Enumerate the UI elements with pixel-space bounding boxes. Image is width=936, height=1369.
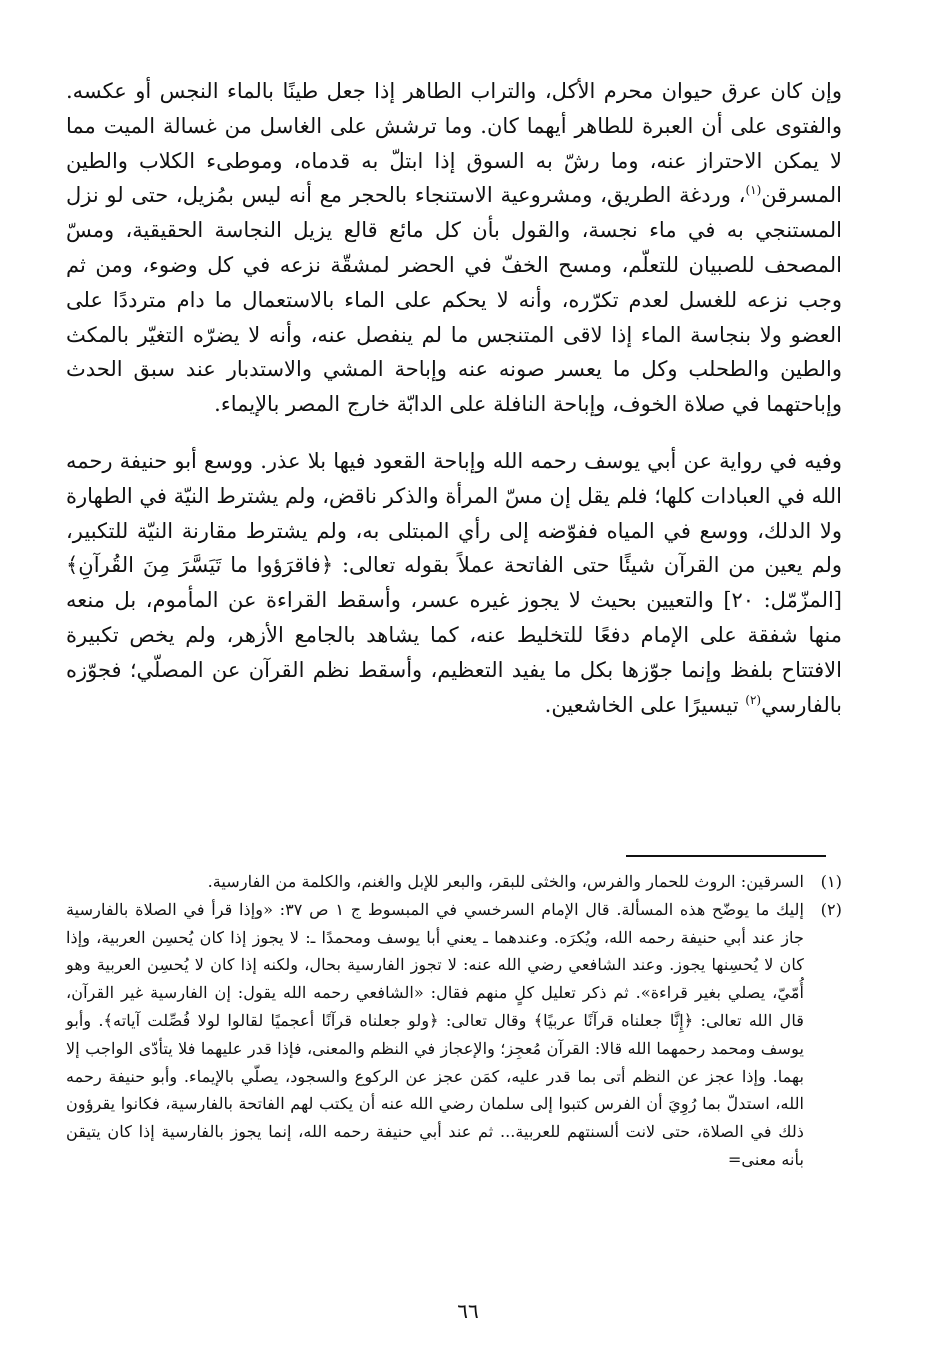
paragraph-1-text: وإن كان عرق حيوان محرم الأكل، والتراب الطاهر إذا جعل طينًا بالماء النجس أو عكسه. والفتوى على أن العبرة للطاهر أيهما كان. وما ترشش على الغاسل من غسالة الميت مما لا يمكن الاحتراز عنه، وما رشّ به السوق إذا ابتلّ به قدماه، وموطىء الكلاب والطين المسرقن (66, 79, 842, 208)
paragraph-1 (66, 74, 842, 422)
paragraph-1-continuation: ، وردغة الطريق، ومشروعية الاستنجاء بالحجر مع أنه ليس بمُزيل، حتى لو نزل المستنجي به في ماء نجسة، والقول بأن كل مائع قالع يزيل النجاسة الحقيقية، ومسّ المصحف للصبيان للتعلّم، ومسح الخفّ في الحضر لمشقّة نزعه في كل وضوء، ومن ثم وجب نزعه للغسل لعدم تكرّره، وأنه لا يحكم على الماء بالاستعمال ما دام مترددًا على العضو ولا بنجاسة الماء إذا لاقى المتنجس ما لم ينفصل عنه، وأنه لا يضرّه التغيّر بالمكث والطين والطحلب وكل ما يعسر صونه عنه وإباحة المشي والاستدبار عند سبق الحدث وإباحتهما في صلاة الخوف، وإباحة النافلة على الدابّة خارج المصر بالإيماء. (66, 183, 842, 417)
footnote-2-text: إليك ما يوضّح هذه المسألة. قال الإمام السرخسي في المبسوط ج ١ ص ٣٧: «وإذا قرأ في الصلاة بالفارسية جاز عند أبي حنيفة رحمه الله، ويُكرَه. وعندهما ـ يعني أبا يوسف ومحمدًا ـ: لا يجوز إذا كان يُحسِن العربية، وإذا كان لا يُحسِنها يجوز. وعند الشافعي رضي الله عنه: لا تجوز الفارسية بحال، ولكنه إذا كان لا يُحسِن العربية وهو أُمّيّ، يصلي بغير قراءة». ثم ذكر تعليل كلٍ منهم فقال: «الشافعي رحمه الله يقول: إن الفارسية غير القرآن، قال الله تعالى: ﴿إِنَّا جعلناه قرآنًا عربيًا﴾ وقال تعالى: ﴿ولو جعلناه قرآنًا أعجميًا لقالوا لولا فُصِّلت آياته﴾. وأبو يوسف ومحمد رحمهما الله قالا: القرآن مُعجِز؛ والإعجاز في النظم والمعنى، فإذا قدر عليهما فلا يتأدّى الواجب إلا بهما. وإذا عجز عن النظم أتى بما قدر عليه، كمَن عجز عن الركوع والسجود، يصلّي بالإيماء. وأبو حنيفة رحمه الله، استدلّ بما رُوِيَ أن الفرس كتبوا إلى سلمان رضي الله عنه أن يكتب لهم الفاتحة بالفارسية، فكانوا يقرؤون ذلك في الصلاة، حتى لانت ألسنتهم للعربية... ثم عند أبي حنيفة رحمه الله، إنما يجوز بالفارسية إذا كان يتيقن بأنه معنى= (66, 899, 804, 1169)
paragraph-2-text: وفيه في رواية عن أبي يوسف رحمه الله وإباحة القعود فيها بلا عذر. ووسع أبو حنيفة رحمه الله في العبادات كلها؛ فلم يقل إن مسّ المرأة والذكر ناقض، ولم يشترط النيّة في الطهارة ولا الدلك، ووسع في المياه ففوّضه إلى رأي المبتلى به، ولم يشترط مقارنة النيّة للتكبير، ولم يعين من القرآن شيئًا حتى الفاتحة عملاً بقوله تعالى: ﴿فاقرَؤوا ما تَيَسَّرَ مِنَ القُرآنِ﴾ [المزّمّل: ٢٠] والتعيين بحيث لا يجوز غيره عسر، وأسقط القراءة عن المأموم، بل منعه منها شفقة على الإمام دفعًا للتخليط عنه، كما يشاهد بالجامع الأزهر، ولم يخص تكبيرة الافتتاح بلفظ وإنما جوّزها بكل ما يفيد التعظيم، وأسقط نظم القرآن عن المصلّي؛ فجوّزه بالفارسي (66, 448, 842, 717)
footnote-ref-1: (١) (745, 183, 762, 198)
footnote-divider (626, 855, 826, 857)
footnote-1-text: السرقين: الروث للحمار والفرس، والخثى للبقر، والبعر للإبل والغنم، والكلمة من الفارسية. (207, 872, 804, 891)
footnote-1 (66, 868, 842, 896)
footnote-2-number: (٢) (820, 899, 842, 919)
main-text (66, 74, 842, 722)
footnote-ref-2: (٢) (745, 692, 762, 707)
footnotes (66, 868, 842, 1174)
paragraph-2-continuation: تيسيرًا على الخاشعين. (544, 692, 746, 717)
paragraph-2 (66, 444, 842, 722)
page-number: ٦٦ (457, 1299, 479, 1323)
footnote-1-number: (١) (820, 872, 842, 891)
footnote-2 (66, 896, 842, 1174)
